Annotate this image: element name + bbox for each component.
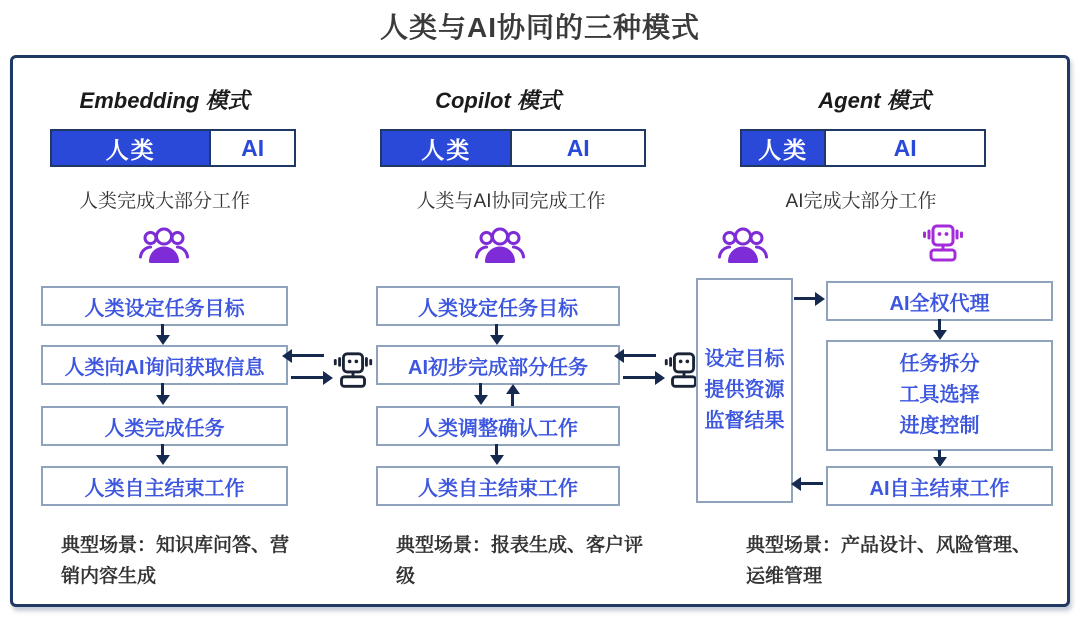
supervisor-line: 设定目标 (704, 348, 785, 370)
bar-caption-agent: AI完成大部分工作 (785, 191, 937, 212)
bar-human-segment: 人类 (52, 131, 209, 165)
supervisor-line: 监督结果 (704, 410, 785, 432)
ratio-bar-copilot (380, 129, 646, 167)
diagram-frame (10, 55, 1070, 607)
flow-box: AI初步完成部分任务 (376, 345, 620, 385)
mode-title-copilot: Copilot 模式 (435, 88, 561, 113)
agent-task-line: 进度控制 (899, 415, 980, 437)
arrow-down (161, 324, 164, 336)
scenario-text-embedding: 典型场景：知识库问答、营销内容生成 (61, 535, 290, 587)
mode-title-embedding: Embedding 模式 (79, 88, 250, 113)
arrow-left (623, 354, 656, 357)
flow-box: AI全权代理 (826, 281, 1053, 321)
arrow-left (291, 354, 324, 357)
bar-ai-segment: AI (824, 131, 984, 165)
arrow-down (161, 383, 164, 396)
robot-icon (330, 348, 376, 394)
flow-box: 人类设定任务目标 (376, 286, 620, 326)
arrow-down (495, 444, 498, 456)
bar-human-segment: 人类 (382, 131, 510, 165)
arrow-up (511, 393, 514, 406)
arrow-left (800, 482, 823, 485)
arrow-down (495, 324, 498, 336)
supervisor-line: 提供资源 (704, 379, 785, 401)
flow-box-multi (826, 340, 1053, 451)
bar-ai-segment: AI (209, 131, 294, 165)
arrow-down (479, 383, 482, 396)
flow-box: 人类调整确认工作 (376, 406, 620, 446)
flow-box: 人类设定任务目标 (41, 286, 288, 326)
arrow-down (161, 444, 164, 456)
flow-box: AI自主结束工作 (826, 466, 1053, 506)
people-group-icon (138, 221, 190, 267)
flow-box: 人类自主结束工作 (41, 466, 288, 506)
agent-task-line: 工具选择 (899, 384, 980, 406)
page-title: 人类与AI协同的三种模式 (379, 12, 700, 43)
ratio-bar-agent (740, 129, 986, 167)
arrow-down (938, 319, 941, 331)
agent-task-line: 任务拆分 (899, 353, 980, 375)
human-supervisor-box (696, 278, 793, 503)
scenario-text-copilot: 典型场景：报表生成、客户评级 (396, 535, 644, 587)
arrow-right (794, 297, 816, 300)
bar-ai-segment: AI (510, 131, 644, 165)
robot-icon (919, 220, 967, 268)
arrow-right (623, 376, 656, 379)
flow-box: 人类自主结束工作 (376, 466, 620, 506)
people-group-icon (474, 221, 526, 267)
arrow-right (291, 376, 324, 379)
bar-human-segment: 人类 (742, 131, 824, 165)
people-group-icon (717, 221, 769, 267)
flow-box: 人类向AI询问获取信息 (41, 345, 288, 385)
arrow-down (938, 450, 941, 458)
bar-caption-copilot: 人类与AI协同完成工作 (416, 191, 606, 212)
ratio-bar-embedding (50, 129, 296, 167)
flow-box: 人类完成任务 (41, 406, 288, 446)
bar-caption-embedding: 人类完成大部分工作 (78, 191, 250, 212)
mode-title-agent: Agent 模式 (818, 88, 931, 113)
scenario-text-agent: 典型场景：产品设计、风险管理、运维管理 (746, 535, 1032, 587)
